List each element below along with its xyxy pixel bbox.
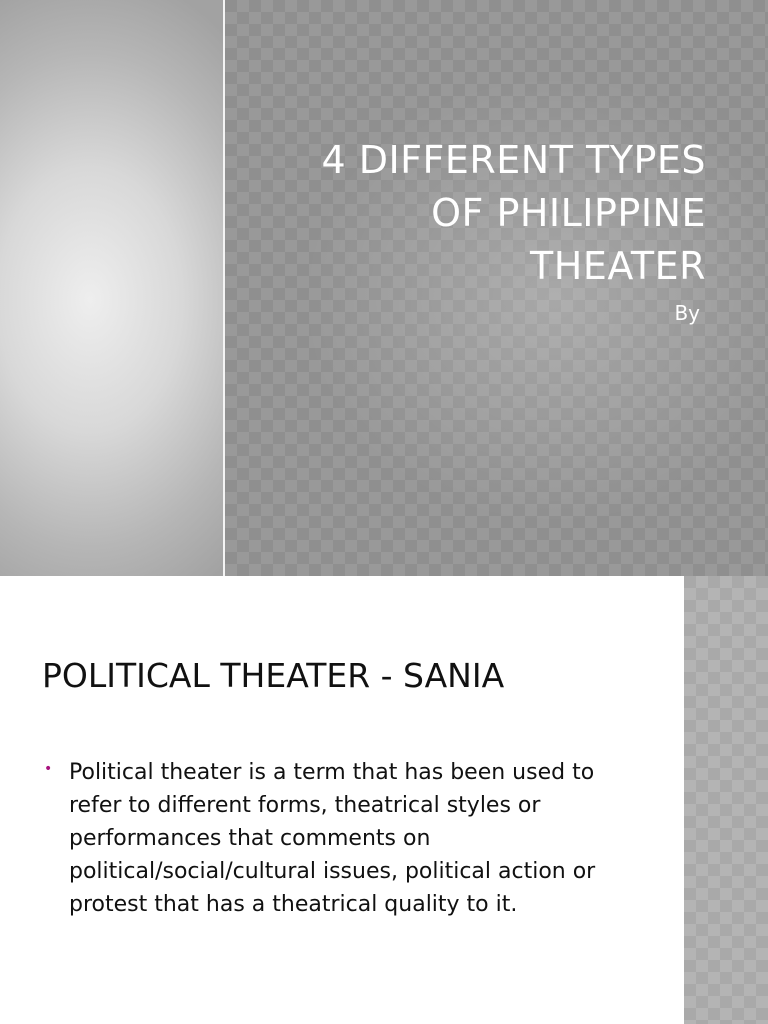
- slide-title: [236, 134, 706, 293]
- list-item: [42, 756, 642, 921]
- bullet-list: [42, 756, 642, 921]
- right-pattern-strip: [684, 576, 768, 1024]
- byline: By: [674, 301, 700, 325]
- bullet-icon: •: [44, 761, 53, 777]
- content-slide: [0, 576, 768, 1024]
- bullet-text: Political theater is a term that has been used to refer to different forms, theatrical styles or performances that comments on political/social/cultural issues, political action or protest that has a theatrical quality to it.: [69, 760, 596, 917]
- title-line-2: OF PHILIPPINE: [431, 191, 706, 235]
- slide-heading: POLITICAL THEATER - SANIA: [42, 656, 505, 695]
- title-line-1: 4 DIFFERENT TYPES: [321, 138, 706, 182]
- left-gradient-panel: [0, 0, 223, 576]
- title-line-3: THEATER: [530, 244, 706, 288]
